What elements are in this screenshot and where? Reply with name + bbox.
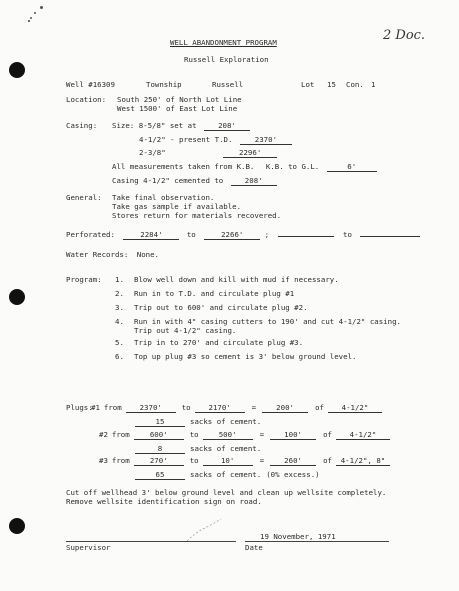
general-label: General: bbox=[66, 193, 102, 202]
plug-id: #1 bbox=[91, 403, 100, 412]
plug-equals: = bbox=[259, 430, 265, 439]
location-line-1: South 250' of North Lot Line bbox=[117, 95, 242, 104]
plug-row bbox=[99, 456, 390, 466]
program-step-number: 2. bbox=[115, 289, 124, 298]
closing-line-1: Cut off wellhead 3' below ground level and clean up wellsite completely. bbox=[66, 488, 387, 497]
plug-of-value: 4-1/2" bbox=[328, 403, 382, 413]
program-step-text: Blow well down and kill with mud if necessary. bbox=[134, 275, 339, 284]
plug-sacks-row bbox=[135, 417, 261, 427]
plug-sacks-row bbox=[135, 470, 320, 480]
signature-scribble bbox=[185, 515, 225, 545]
plug-sacks-row bbox=[135, 444, 261, 454]
well-number: Well #16309 bbox=[66, 80, 115, 89]
casing-measure-line bbox=[112, 162, 377, 172]
plug-to-label: to bbox=[189, 456, 199, 465]
perforated-label: Perforated: bbox=[66, 230, 115, 239]
ink-speck bbox=[28, 20, 30, 22]
casing-measure-text: All measurements taken from K.B. bbox=[112, 162, 255, 171]
plugs-label: Plugs: bbox=[66, 403, 93, 412]
punch-hole-bottom bbox=[9, 518, 25, 534]
casing-cemented-value: 208' bbox=[231, 176, 277, 186]
date-value: 19 November, 1971 bbox=[260, 532, 336, 541]
casing-present-td-value: 2370' bbox=[240, 135, 292, 145]
plug-row bbox=[99, 430, 390, 440]
plug-from-value: 270' bbox=[134, 456, 184, 466]
program-step-text: Run in with 4" casing cutters to 190' and cut 4-1/2" casing. bbox=[134, 317, 401, 326]
date-label: Date bbox=[245, 543, 263, 552]
ink-speck bbox=[40, 6, 43, 9]
kb-gl-value: 6' bbox=[327, 162, 377, 172]
perforated-line bbox=[66, 230, 420, 240]
plug-length-value: 200' bbox=[262, 403, 308, 413]
water-records-line bbox=[66, 250, 159, 259]
plug-id: #2 bbox=[99, 430, 108, 439]
plug-to-value: 500' bbox=[203, 430, 253, 440]
perforated-from-2 bbox=[278, 236, 334, 237]
plug-from-label: from bbox=[111, 430, 130, 439]
program-step-number: 5. bbox=[115, 338, 124, 347]
plug-equals: = bbox=[251, 403, 257, 412]
ink-speck bbox=[34, 12, 36, 14]
punch-hole-top bbox=[9, 62, 25, 78]
plug-row bbox=[91, 403, 382, 413]
location-label: Location: bbox=[66, 95, 107, 104]
casing-cemented-text: Casing 4-1/2" cemented to bbox=[112, 176, 224, 185]
casing-tubing-text: 2-3/8" bbox=[139, 148, 166, 157]
township-value: Russell bbox=[212, 80, 244, 89]
plug-equals: = bbox=[259, 456, 265, 465]
plug-from-label: from bbox=[111, 456, 130, 465]
date-signature-line bbox=[245, 541, 389, 542]
perforated-to-1: 2266' bbox=[204, 230, 260, 240]
casing-present-td-text: 4-1/2" - present T.D. bbox=[139, 135, 233, 144]
casing-size-value: 208' bbox=[204, 121, 250, 131]
plug-from-value: 600' bbox=[134, 430, 184, 440]
plug-of-value: 4-1/2", 8" bbox=[336, 456, 390, 466]
water-records-label: Water Records: bbox=[66, 250, 129, 259]
township-label: Township bbox=[146, 80, 182, 89]
plug-of-label: of bbox=[323, 430, 332, 439]
program-step-number: 3. bbox=[115, 303, 124, 312]
plug-sacks-label: sacks of cement. bbox=[190, 444, 262, 453]
plug-sacks-value: 8 bbox=[135, 444, 185, 454]
plug-from-label: from bbox=[103, 403, 122, 412]
program-step-text: Top up plug #3 so cement is 3' below ground level. bbox=[134, 352, 357, 361]
plug-length-value: 260' bbox=[270, 456, 316, 466]
casing-tubing-line bbox=[139, 148, 277, 158]
casing-present-td-line bbox=[139, 135, 292, 145]
general-line-2: Take gas sample if available. bbox=[112, 202, 242, 211]
perforated-from-1: 2284' bbox=[123, 230, 179, 240]
perforated-to-2 bbox=[360, 236, 420, 237]
plug-sacks-value: 15 bbox=[135, 417, 185, 427]
program-step-number: 1. bbox=[115, 275, 124, 284]
program-step-number: 4. bbox=[115, 317, 124, 326]
plug-to-label: to bbox=[189, 430, 199, 439]
plug-from-value: 2370' bbox=[126, 403, 176, 413]
casing-size-text: Size: 8-5/8" set at bbox=[112, 121, 197, 130]
plug-to-value: 2170' bbox=[195, 403, 245, 413]
ink-speck bbox=[30, 17, 32, 19]
lot-value: 15 bbox=[327, 80, 336, 89]
general-line-1: Take final observation. bbox=[112, 193, 215, 202]
perforated-separator: ; bbox=[264, 230, 270, 239]
plug-to-label: to bbox=[181, 403, 191, 412]
casing-size-line bbox=[112, 121, 250, 131]
general-line-3: Stores return for materials recovered. bbox=[112, 211, 282, 220]
plug-of-label: of bbox=[315, 403, 324, 412]
perforated-to-label-1: to bbox=[186, 230, 196, 239]
program-step-text: Trip in to 270' and circulate plug #3. bbox=[134, 338, 304, 347]
program-label: Program: bbox=[66, 275, 102, 284]
plug-excess-note: (0% excess.) bbox=[266, 470, 320, 479]
plug-sacks-label: sacks of cement. bbox=[190, 470, 262, 479]
handwritten-note: 2 Doc. bbox=[383, 28, 426, 43]
program-step-text: Run in to T.D. and circulate plug #1 bbox=[134, 289, 295, 298]
plug-of-label: of bbox=[323, 456, 332, 465]
con-value: 1 bbox=[371, 80, 376, 89]
lot-label: Lot bbox=[301, 80, 315, 89]
casing-cemented-line bbox=[112, 176, 277, 186]
location-line-2: West 1500' of East Lot Line bbox=[117, 104, 238, 113]
con-label: Con. bbox=[346, 80, 364, 89]
punch-hole-middle bbox=[9, 289, 25, 305]
plug-sacks-label: sacks of cement. bbox=[190, 417, 262, 426]
plug-id: #3 bbox=[99, 456, 108, 465]
document-title: WELL ABANDONMENT PROGRAM bbox=[170, 38, 277, 47]
plug-length-value: 100' bbox=[270, 430, 316, 440]
plug-to-value: 10' bbox=[203, 456, 253, 466]
water-records-value: None. bbox=[136, 250, 159, 259]
supervisor-label: Supervisor bbox=[66, 543, 111, 552]
closing-line-2: Remove wellsite identification sign on road. bbox=[66, 497, 262, 506]
casing-tubing-value: 2296' bbox=[223, 148, 277, 158]
program-step-number: 6. bbox=[115, 352, 124, 361]
company-name: Russell Exploration bbox=[184, 55, 269, 64]
kb-gl-text: K.B. to G.L. bbox=[265, 162, 320, 171]
program-step-text: Trip out to 600' and circulate plug #2. bbox=[134, 303, 308, 312]
program-step-text-continued: Trip out 4-1/2" casing. bbox=[134, 326, 237, 335]
plug-of-value: 4-1/2" bbox=[336, 430, 390, 440]
plug-sacks-value: 65 bbox=[135, 470, 185, 480]
perforated-to-label-2: to bbox=[343, 230, 352, 239]
casing-label: Casing: bbox=[66, 121, 98, 130]
